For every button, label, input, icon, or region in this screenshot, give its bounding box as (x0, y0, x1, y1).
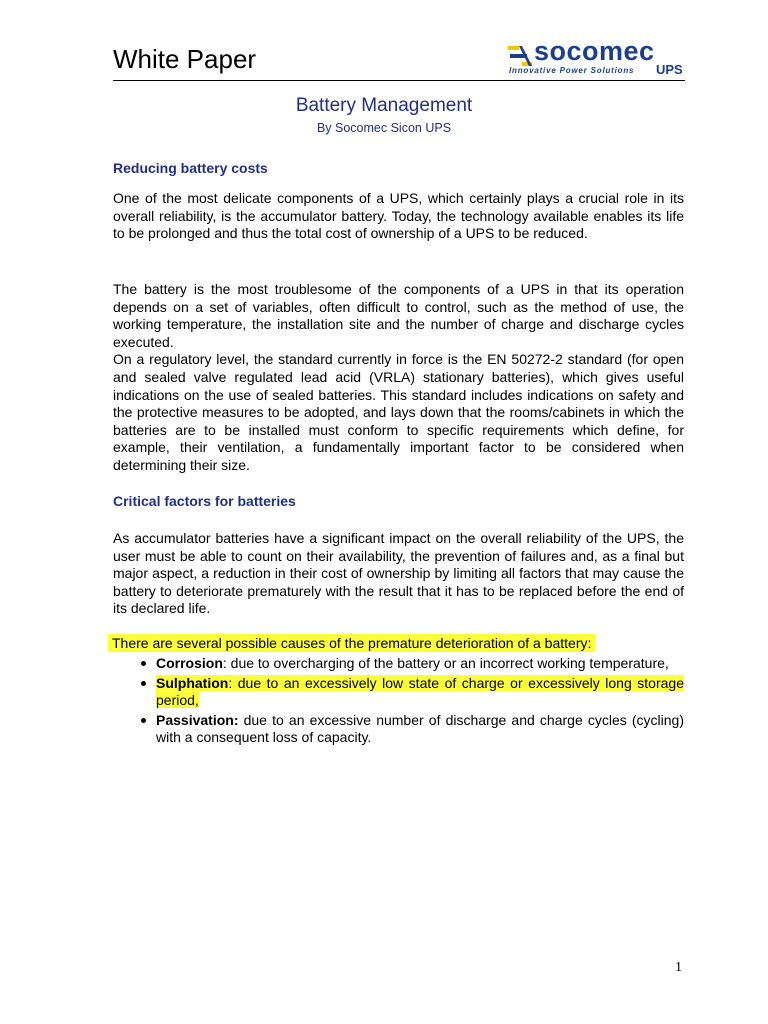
bullet-icon (141, 718, 146, 723)
paragraph (113, 190, 684, 243)
socomec-logo (506, 36, 686, 79)
logo-suffix: UPS (656, 62, 683, 77)
list-intro-highlighted: There are several possible causes of the premature deterioration of a battery: (108, 634, 595, 652)
section-heading: Reducing battery costs (113, 160, 268, 176)
bullet-list (113, 655, 684, 749)
logo-wordmark: socomec (534, 36, 655, 66)
paragraph (113, 530, 684, 618)
list-item (113, 712, 684, 747)
bullet-term: Corrosion (156, 655, 223, 671)
bullet-term: Sulphation (156, 674, 229, 691)
bullet-text: due to an excessive number of discharge and charge cycles (cycling) with a consequent loss of capacity. (156, 711, 684, 746)
bullet-icon (141, 661, 146, 666)
header-title: White Paper (113, 44, 257, 74)
document-title: Battery Management (295, 95, 473, 116)
bullet-term: Passivation: (156, 711, 239, 728)
paragraph-text: As accumulator batteries have a significant impact on the overall reliability of the UPS, the user must be able to count on their availability, the prevention of failures and, as a final but major aspect, a reduction in their cost of ownership by limiting all factors that may cause the battery to deteriorate prematurely with the result that it has to be replaced before the end of its declared life. (113, 530, 684, 617)
paragraph-text: The battery is the most troublesome of the components of a UPS in that its operation depends on a set of variables, often difficult to control, such as the method of use, the working temperature, the installation site and the number of charge and discharge cycles executed. (113, 281, 684, 350)
paragraph (113, 281, 684, 475)
list-item (113, 655, 684, 673)
logo-tagline: Innovative Power Solutions (509, 66, 635, 75)
paragraph-text: On a regulatory level, the standard currently in force is the EN 50272-2 standard (for open and sealed valve regulated lead acid (VRLA) stationary batteries), which gives useful indications on the use of sealed batteries. This standard includes indications on safety and the protective measures to be adopted, and lays down that the rooms/cabinets in which the batteries are to be installed must conform to specific requirements which define, for example, their ventilation, a fundamentally important factor to be considered when determining their size. (113, 351, 684, 473)
page-number: 1 (675, 960, 682, 975)
bullet-text: : due to an excessively low state of charge or excessively long storage period, (156, 674, 684, 709)
bullet-icon (141, 681, 146, 686)
bullet-text: : due to overcharging of the battery or an incorrect working temperature, (222, 655, 669, 671)
paragraph-text: One of the most delicate components of a UPS, which certainly plays a crucial role in its overall reliability, is the accumulator battery. Today, the technology available enables its life to be prolonged and thus the total cost of ownership of a UPS to be reduced. (113, 190, 684, 242)
list-item (113, 675, 684, 710)
header-divider (113, 80, 685, 81)
document-author: By Socomec Sicon UPS (316, 121, 452, 135)
bullet-highlight (156, 675, 684, 709)
section-heading: Critical factors for batteries (113, 493, 296, 509)
